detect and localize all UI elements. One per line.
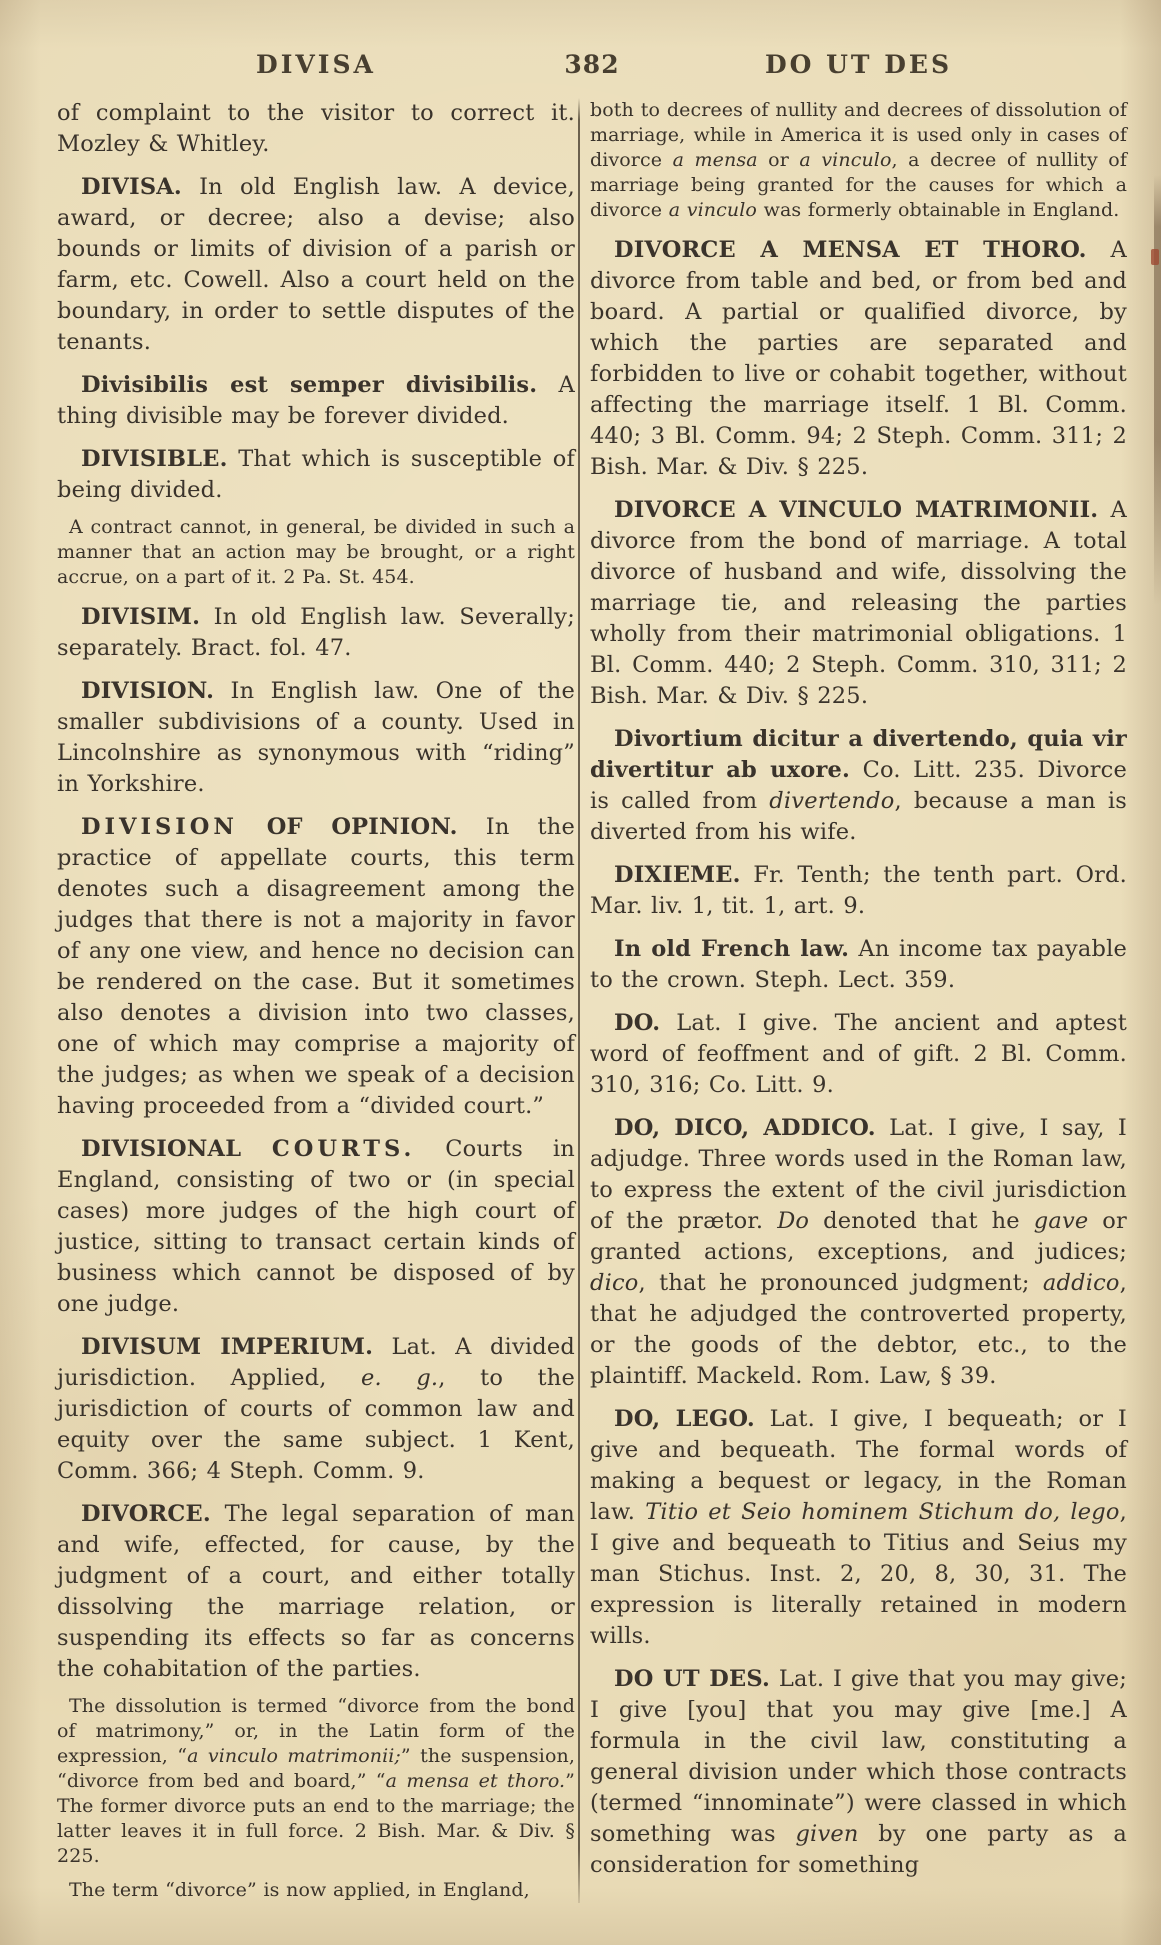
text-run: ” The former divorce puts an end to the marriage; the latter leaves it in full force. 2 Bish. Mar. & Div. § 225. <box>57 1770 575 1867</box>
text-run: The dissolution is termed “divorce from the bond of matrimony,” or, in the Latin form of the expression, “ <box>57 1695 575 1767</box>
text-run: In old English law. A device, award, or decree; also a devise; also bounds or limits of division of a parish or farm, etc. Cowell. Also a court held on the boundary, in order to settle disputes of the tenants. <box>57 174 575 355</box>
entry-headword: DO. <box>614 1010 661 1036</box>
entry-headword: DO, LEGO. <box>614 1406 755 1432</box>
text-run: A divorce from table and bed, or from bed and board. A partial or qualified divorce, by which the parties are separated and forbidden to live or cohabit together, without affecting the marriage itself. 1 Bl. Comm. 440; 3 Bl. Comm. 94; 2 Steph. Comm. 311; 2 Bish. Mar. & Div. § 225. <box>590 237 1127 480</box>
note-divorce-term-continued <box>590 98 1127 223</box>
maxim-divortium <box>590 724 1127 848</box>
running-head-left-title: DIVISA <box>256 50 376 79</box>
entry-dixieme <box>590 860 1127 922</box>
text-run: by one party as a consideration for something <box>590 1821 1127 1878</box>
text-run: Lat. I give, I say, I adjudge. Three words used in the Roman law, to express the extent of the civil jurisdiction of the prætor. <box>590 1115 1128 1234</box>
text-run: Lat. A divided jurisdiction. Applied, <box>57 1334 575 1391</box>
text-run: In English law. One of the smaller subdivisions of a county. Used in Lincolnshire as synonymous with “riding” in Yorkshire. <box>57 678 575 797</box>
text-run: Courts in England, consisting of two or (in special cases) more judges of the high court of justice, sitting to transact certain kinds of business which cannot be disposed of by one judge. <box>57 1136 575 1317</box>
text-run: A contract cannot, in general, be divided in such a manner that an action may be brought, or a right accrue, on a part of it. 2 Pa. St. 454. <box>57 516 575 588</box>
entry-headword: DO, DICO, ADDICO. <box>614 1115 876 1141</box>
entry-headword: DIVISA. <box>81 174 182 200</box>
italic-phrase: gave <box>1033 1208 1089 1234</box>
page-edge-shadow <box>1154 175 1161 605</box>
text-run: In old English law. Severally; separately. Bract. fol. 47. <box>57 604 575 661</box>
entry-headword: OF OPINION. <box>237 814 458 840</box>
running-head <box>0 50 1161 86</box>
text-run: or granted actions, exceptions, and judices; <box>590 1208 1127 1265</box>
entry-divorce-a-vinculo-matrimonii <box>590 495 1127 712</box>
entry-do-lego <box>590 1404 1127 1652</box>
entry-do <box>590 1008 1127 1101</box>
text-run: , to the jurisdiction of courts of common law and equity over the same subject. 1 Kent, Comm. 366; 4 Steph. Comm. 9. <box>57 1365 575 1484</box>
entry-headword: DIVISION. <box>81 678 215 704</box>
italic-phrase: divertendo <box>769 788 895 814</box>
text-run: Fr. Tenth; the tenth part. Ord. Mar. liv. 1, tit. 1, art. 9. <box>590 862 1127 919</box>
italic-phrase: a vinculo <box>799 149 892 171</box>
italic-phrase: a mensa et thoro. <box>385 1770 566 1792</box>
text-run: Co. Litt. 235. Divorce is called from <box>590 757 1127 814</box>
entry-divisional-courts <box>57 1134 575 1320</box>
entry-headword: Divisibilis est semper divisibilis. <box>81 372 538 398</box>
entry-headword: DIVISION <box>81 814 238 840</box>
text-run: , that he adjudged the controverted property, or the goods of the debtor, etc., to the plaintiff. Mackeld. Rom. Law, § 39. <box>590 1270 1127 1389</box>
entry-divisible <box>57 444 575 506</box>
entry-divorce-a-mensa-et-thoro <box>590 235 1127 483</box>
entry-headword: DIVORCE A MENSA ET THORO. <box>614 237 1087 263</box>
text-run: Lat. I give that you may give; I give [you] that you may give [me.] A formula in the civil law, constituting a general division under which those contracts (termed “innominate”) were classed in which something was <box>590 1666 1127 1847</box>
entry-dixieme-french-law <box>590 934 1127 996</box>
text-run: An income tax payable to the crown. Steph. Lect. 359. <box>590 936 1127 993</box>
entry-headword: DIVISUM IMPERIUM. <box>81 1334 374 1360</box>
entry-do-dico-addico <box>590 1113 1127 1392</box>
italic-phrase: a vinculo <box>668 199 757 221</box>
entry-headword: Divortium dicitur a divertendo, quia vir divertitur ab uxore. <box>590 726 1127 783</box>
text-run: Lat. I give, I bequeath; or I give and bequeath. The formal words of making a bequest or legacy, in the Roman law. <box>590 1406 1127 1525</box>
italic-phrase: Titio et Seio hominem Stichum do, lego <box>645 1499 1120 1525</box>
page-number: 382 <box>564 50 620 79</box>
ink-speck <box>1151 249 1159 265</box>
entry-headword: COURTS. <box>271 1136 416 1162</box>
text-run: denoted that he <box>809 1208 1034 1234</box>
text-run: or <box>757 149 800 171</box>
right-column <box>590 98 1127 1903</box>
text-run: The term “divorce” is now applied, in England, <box>69 1879 530 1901</box>
entry-headword: DIXIEME. <box>614 862 741 888</box>
entry-division <box>57 676 575 800</box>
text-run: ” the suspension, “divorce from bed and board,” “ <box>57 1745 575 1792</box>
text-run: Lat. I give. The ancient and aptest word of feoffment and of gift. 2 Bl. Comm. 310, 316; Co. Litt. 9. <box>590 1010 1127 1098</box>
text-run: That which is susceptible of being divided. <box>57 446 575 503</box>
text-run: A divorce from the bond of marriage. A total divorce of husband and wife, dissolving the marriage tie, and releasing the parties wholly from their matrimonial obligations. 1 Bl. Comm. 440; 2 Steph. Comm. 310, 311; 2 Bish. Mar. & Div. § 225. <box>590 497 1128 709</box>
entry-headword: DIVISIM. <box>81 604 201 630</box>
italic-phrase: dico <box>590 1270 639 1296</box>
italic-phrase: addico <box>1042 1270 1120 1296</box>
text-run: , that he pronounced judgment; <box>638 1270 1043 1296</box>
entry-headword: DIVORCE. <box>81 1501 211 1527</box>
text-run: both to decrees of nullity and decrees of dissolution of marriage, while in America it is used only in cases of divorce <box>590 99 1127 171</box>
italic-phrase: e. g. <box>361 1365 439 1391</box>
entry-do-ut-des <box>590 1664 1127 1881</box>
italic-phrase: a vinculo matrimonii; <box>187 1745 401 1767</box>
entry-headword: DIVISIONAL <box>81 1136 272 1162</box>
continuation-mozley-whitley <box>57 98 575 160</box>
entry-division-of-opinion <box>57 812 575 1122</box>
entry-divorce <box>57 1499 575 1685</box>
text-run: A thing divisible may be forever divided. <box>57 372 575 429</box>
italic-phrase: a mensa <box>672 149 758 171</box>
entry-headword: DIVORCE A VINCULO MATRIMONII. <box>614 497 1099 523</box>
text-columns <box>57 98 1127 1903</box>
maxim-divisibilis <box>57 370 575 432</box>
text-run: In the practice of appellate courts, this term denotes such a disagreement among the judges that there is not a majority in favor of any one view, and hence no decision can be rendered on the case. But it sometimes also denotes a division into two classes, one of which may comprise a majority of the judges; as when we speak of a decision having proceeded from a “divided court.” <box>57 814 575 1119</box>
running-head-right-title: DO UT DES <box>764 50 953 79</box>
text-run: , because a man is diverted from his wife. <box>590 788 1127 845</box>
italic-phrase: given <box>795 1821 859 1847</box>
text-run: of complaint to the visitor to correct it. Mozley & Whitley. <box>57 100 575 157</box>
entry-headword: In old French law. <box>614 936 850 962</box>
text-run: , I give and bequeath to Titius and Seius my man Stichus. Inst. 2, 20, 8, 30, 31. The expression is literally retained in modern wills. <box>590 1499 1127 1649</box>
note-divorce-dissolution <box>57 1694 575 1869</box>
text-run: , a decree of nullity of marriage being granted for the causes for which a divorce <box>590 149 1127 221</box>
left-column <box>57 98 575 1903</box>
entry-headword: DIVISIBLE. <box>81 446 228 472</box>
entry-divisum-imperium <box>57 1332 575 1487</box>
entry-divisa <box>57 172 575 358</box>
italic-phrase: Do <box>777 1208 810 1234</box>
entry-headword: DO UT DES. <box>614 1666 771 1692</box>
entry-divisim <box>57 602 575 664</box>
text-run: The legal separation of man and wife, effected, for cause, by the judgment of a court, and either totally dissolving the marriage relation, or suspending its effects so far as concerns the cohabitation of the parties. <box>57 1501 575 1682</box>
note-divorce-term <box>57 1878 575 1903</box>
column-divider-rule <box>578 98 580 1903</box>
text-run: was formerly obtainable in England. <box>756 199 1120 221</box>
note-divisible <box>57 515 575 590</box>
